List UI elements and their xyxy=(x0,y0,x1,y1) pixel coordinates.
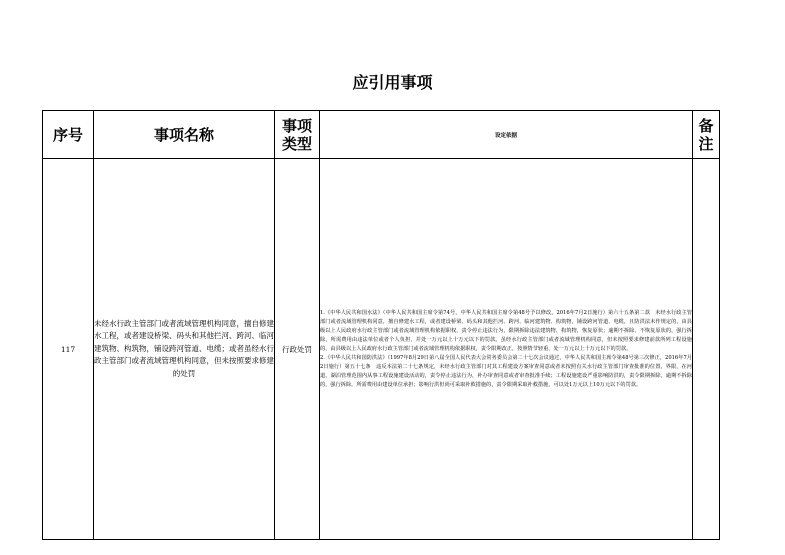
row-item-name: 未经水行政主管部门或者流域管理机构同意，擅自修建水工程，或者建设桥梁、码头和其他拦河、跨河、临河建筑物、构筑物，铺设跨河管道、电缆；或者虽经水行政主管部门或者流域管理机构同意，但未按照要求修建的处罚 xyxy=(94,159,275,540)
header-remark xyxy=(693,111,720,159)
basis-paragraph: 2.《中华人民共和国防洪法》（1997年8月29日第八届全国人民代表大会常务委员会第二十七次会议通过，中华人民共和国主席令第48号第三次修正，2016年7月2日施行）第五十七条 违反本法第二十七条规定，未经水行政主管部门对其工程建设方案审查同意或者未按照有关水行政主管部门审查批准的位置、界限，在河道、湖泊管理范围内从事工程设施建设活动的，责令停止违法行为，补办审查同意或者审查批准手续；工程设施建设严重影响防洪的，责令限期拆除，逾期不拆除的，强行拆除，所需费用由建设单位承担；影响行洪但尚可采取补救措施的，责令限期采取补救措施，可以处1万元以上10万元以下的罚款。 xyxy=(320,354,692,388)
row-basis xyxy=(320,159,693,540)
header-remark-text: 备注 xyxy=(698,116,714,153)
row-remark xyxy=(693,159,720,540)
header-num: 序号 xyxy=(43,111,94,159)
row-item-type: 行政处罚 xyxy=(275,159,320,540)
row-num: 117 xyxy=(43,159,94,540)
basis-paragraph: 1.《中华人民共和国水法》（中华人民共和国主席令第74号，中华人民共和国主席令第48号予以修改，2016年7月2日施行）第六十五条第二款 未经水行政主管部门或者流域管理机构同意，擅自修建水工程，或者建设桥梁、码头和其他拦河、跨河、临河建筑物、构筑物，铺设跨河管道、电缆，且防洪法未作规定的，由县级以上人民政府水行政主管部门或者流域管理机构依据职权，责令停止违法行为，限期拆除违法建筑物、构筑物，恢复原状；逾期不拆除、不恢复原状的，强行拆除，所需费用由违法单位或者个人负担，并处一万元以上十万元以下的罚款。虽经水行政主管部门或者流域管理机构同意，但未按照要求修建前款所列工程设施的，由县级以上人民政府水行政主管部门或者流域管理机构依据职权，责令限期改正，按照情节轻重，处一万元以上十万元以下的罚款。 xyxy=(320,309,692,352)
items-table xyxy=(42,110,720,540)
page-title: 应引用事项 xyxy=(352,73,433,92)
header-type-text: 事项类型 xyxy=(281,116,312,153)
table-row xyxy=(43,159,720,540)
header-name: 事项名称 xyxy=(94,111,275,159)
header-type xyxy=(275,111,320,159)
header-basis: 设定依据 xyxy=(320,111,693,159)
table-header-row xyxy=(43,111,720,159)
